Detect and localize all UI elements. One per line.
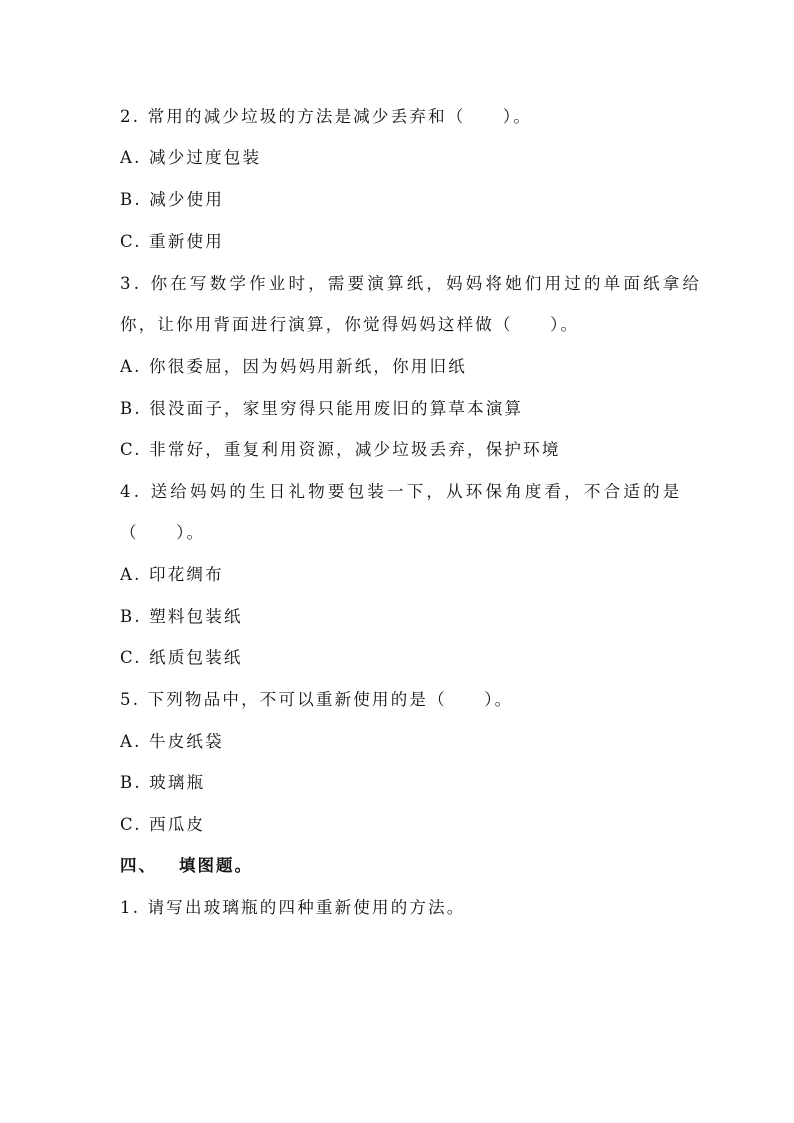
question-3-stem-line-1: 3. 你在写数学作业时，需要演算纸，妈妈将她们用过的单面纸拿给 (120, 274, 703, 293)
question-4-option-b: B. 塑料包装纸 (120, 607, 243, 626)
question-4-stem-line-2: （ ）。 (120, 523, 206, 542)
question-2-option-a: A. 减少过度包装 (120, 148, 262, 167)
section-4-title: 填图题。 (179, 856, 253, 875)
question-3-option-a: A. 你很委屈，因为妈妈用新纸，你用旧纸 (120, 357, 467, 376)
section-4-heading (120, 856, 253, 876)
question-4-option-a: A. 印花绸布 (120, 565, 224, 584)
section-4-question-1: 1. 请写出玻璃瓶的四种重新使用的方法。 (120, 898, 466, 917)
question-2-stem: 2. 常用的减少垃圾的方法是减少丢弃和（ ）。 (120, 107, 533, 126)
question-4-stem-line-1: 4. 送给妈妈的生日礼物要包装一下，从环保角度看，不合适的是 (120, 482, 683, 501)
question-3-option-b: B. 很没面子，家里穷得只能用废旧的算草本演算 (120, 399, 524, 418)
question-2-option-c: C. 重新使用 (120, 232, 224, 251)
question-4-option-c: C. 纸质包装纸 (120, 648, 243, 667)
question-3-option-c: C. 非常好，重复利用资源，减少垃圾丢弃，保护环境 (120, 440, 561, 459)
question-5-option-a: A. 牛皮纸袋 (120, 732, 224, 751)
question-5-option-b: B. 玻璃瓶 (120, 773, 206, 792)
question-5-stem: 5. 下列物品中，不可以重新使用的是（ ）。 (120, 690, 514, 709)
question-5-option-c: C. 西瓜皮 (120, 815, 206, 834)
question-3-stem-line-2: 你，让你用背面进行演算，你觉得妈妈这样做（ ）。 (120, 315, 580, 334)
section-4-number: 四、 (120, 856, 157, 875)
question-2-option-b: B. 减少使用 (120, 190, 225, 209)
